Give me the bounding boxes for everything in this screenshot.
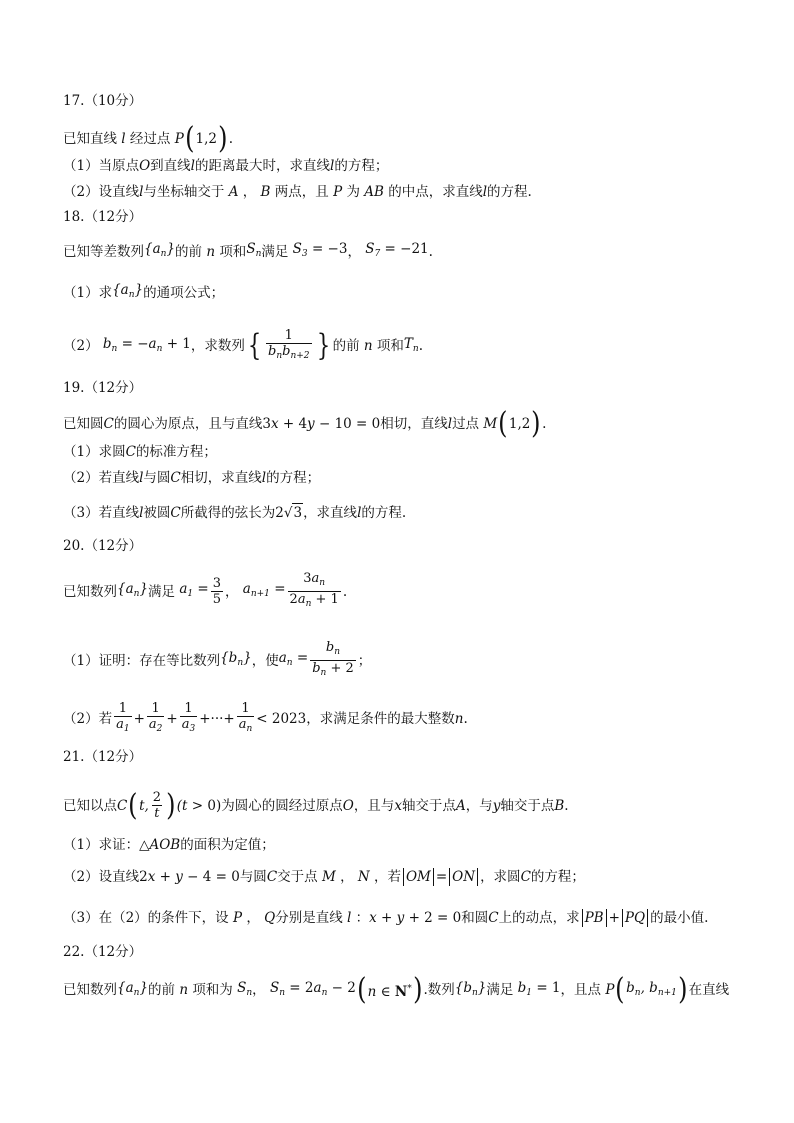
q20-header: 20.（12分） — [63, 538, 143, 554]
q19-header: 19.（12分） — [63, 380, 143, 396]
q19-part3: （3）若直线 l 被圆 C 所截得的弦长为 2√ 3 ，求直线 l 的方程. — [63, 504, 407, 521]
q21-part3: （3）在（2）的条件下，设 P ， Q 分别是直线 l ： x + y + 2 = 0 和圆 C 上的动点，求 PB + PQ 的最小值. — [63, 910, 709, 926]
q18-part1: （1）求 $\{a_n\}$ 的通项公式； — [63, 282, 225, 301]
q18-stem: 已知等差数列 $\{a_n\}$ 的前 n 项和 $S_n$ 满足 $S_3 = -3$ ， $S_7 = -21$ . — [63, 241, 433, 260]
q20-stem: 已知数列 $\{a_n\}$ 满足 $a_1$ = $\frac{3}{5}$ ， $a_{n+1}$ = $\frac{3a_n}{2a_n + 1}$ . — [63, 571, 347, 612]
q21-header: 21.（12分） — [63, 749, 143, 765]
q18-header: 18.（12分） — [63, 209, 143, 225]
q17-part1: （1）当原点 O 到直线 l 的距离最大时，求直线 l 的方程； — [63, 158, 389, 174]
q19-part2: （2）若直线 l 与圆 C 相切，求直线 l 的方程； — [63, 470, 321, 486]
q22-stem: 已知数列 $\{a_n\}$ 的前 n 项和为 $S_n$ ， $S_n = 2a_n - 2$ ( n ∈ N* ) .数列 $\{b_n\}$ 满足 $b_1 = 1$ ，且点 P ( $b_n$, $b_{n+1}$ ) 在直线 — [63, 972, 730, 1007]
q22-header: 22.（12分） — [63, 944, 143, 960]
q18-part2: （2） $b_n = -a_n + 1$ ，求数列 { $\frac{1}{b_nb_{n+2}}$ } 的前 n 项和 $T_n$ . — [63, 328, 424, 363]
q17-stem: 已知直线 l 经过点 P ( 1,2 ) . — [63, 121, 233, 156]
q19-stem: 已知圆 C 的圆心为原点，且与直线 3x + 4y − 10 = 0 相切，直线 l 过点 M ( 1,2 ) . — [63, 406, 547, 441]
q21-part2: （2）设直线 2x + y − 4 = 0 与圆 C 交于点 M ， N ，若 OM = ON ，求圆 C 的方程； — [63, 869, 585, 885]
q20-part2: （2）若 $\frac{1}{a_1}$ + $\frac{1}{a_2}$ + $\frac{1}{a_3}$ +···+ $\frac{1}{a_n}$ < 2023 ，求满足条件的最大整数 n . — [63, 701, 468, 737]
q17-part2: （2）设直线 l 与坐标轴交于 A ， B 两点，且 P 为 AB 的中点，求直线 l 的方程. — [63, 184, 532, 200]
q19-part1: （1）求圆 C 的标准方程； — [63, 444, 217, 460]
q17-header: 17.（10分） — [63, 93, 143, 109]
q21-part1: （1）求证： △AOB 的面积为定值； — [63, 837, 275, 853]
q20-part1: （1）证明：存在等比数列 $\{b_n\}$ ，使 $a_n$ = $\frac{b_n}{b_n + 2}$ ； — [63, 640, 371, 681]
q21-stem: 已知以点 C ( t, $\frac{2}{t}$ ) (t > 0) 为圆心的圆经过原点 O ，且与 x 轴交于点 A ，与 y 轴交于点 B . — [63, 787, 569, 823]
